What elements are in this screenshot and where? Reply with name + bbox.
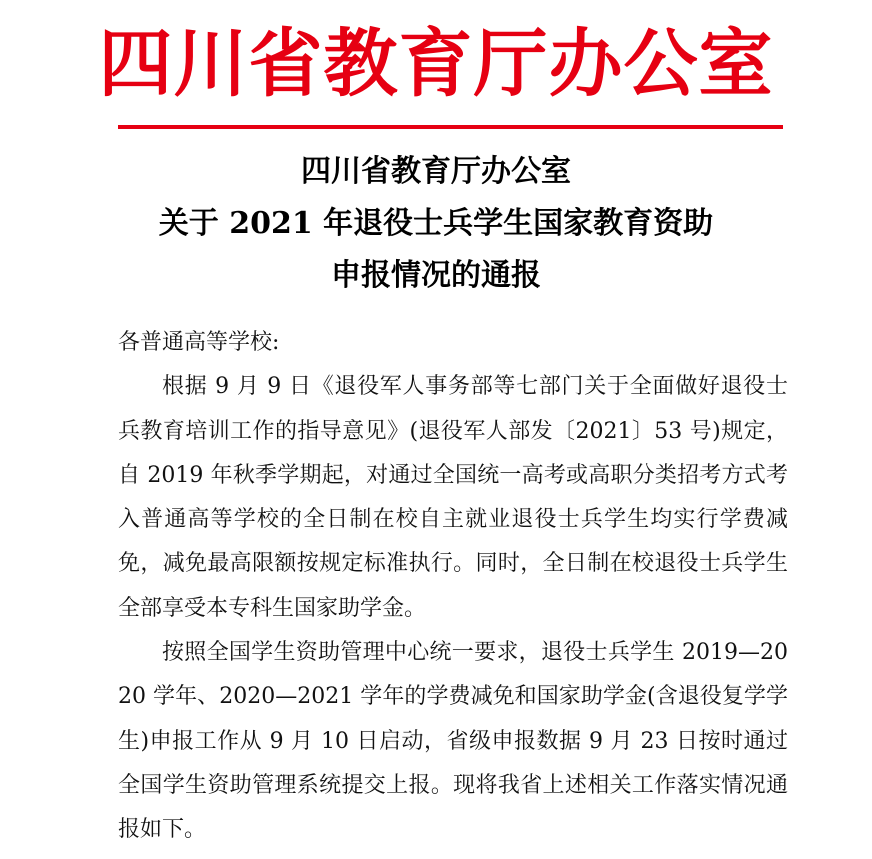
letterhead-red-rule [118,125,783,129]
letterhead-org-name: 四川省教育厅办公室 [98,21,774,107]
body-paragraph-2: 按照全国学生资助管理中心统一要求，退役士兵学生 2019—2020 学年、2020—2021 学年的学费减免和国家助学金(含退役复学学生)申报工作从 9 月 10 日启动，省级申报数据 9 月 23 日按时通过全国学生资助管理系统提交上报。现将我省上述相关工作落实情况通报如下。 [118,640,788,843]
body-paragraph-1: 根据 9 月 9 日《退役军人事务部等七部门关于全面做好退役士兵教育培训工作的指导意见》(退役军人部发〔2021〕53 号)规定，自 2019 年秋季学期起，对通过全国统一高考或高职分类招考方式考入普通高等学校的全日制在校自主就业退役士兵学生均实行学费减免，减免最高限额按规定标准执行。同时，全日制在校退役士兵学生全部享受本专科生国家助学金。 [118,374,788,621]
salutation: 各普通高等学校: [118,330,280,355]
title-line-3: 申报情况的通报 [331,258,541,293]
document-title [60,146,812,302]
document-body [118,321,788,853]
title-line-2: 关于 2021 年退役士兵学生国家教育资助 [158,206,714,241]
title-line-1: 四川省教育厅办公室 [301,154,571,189]
